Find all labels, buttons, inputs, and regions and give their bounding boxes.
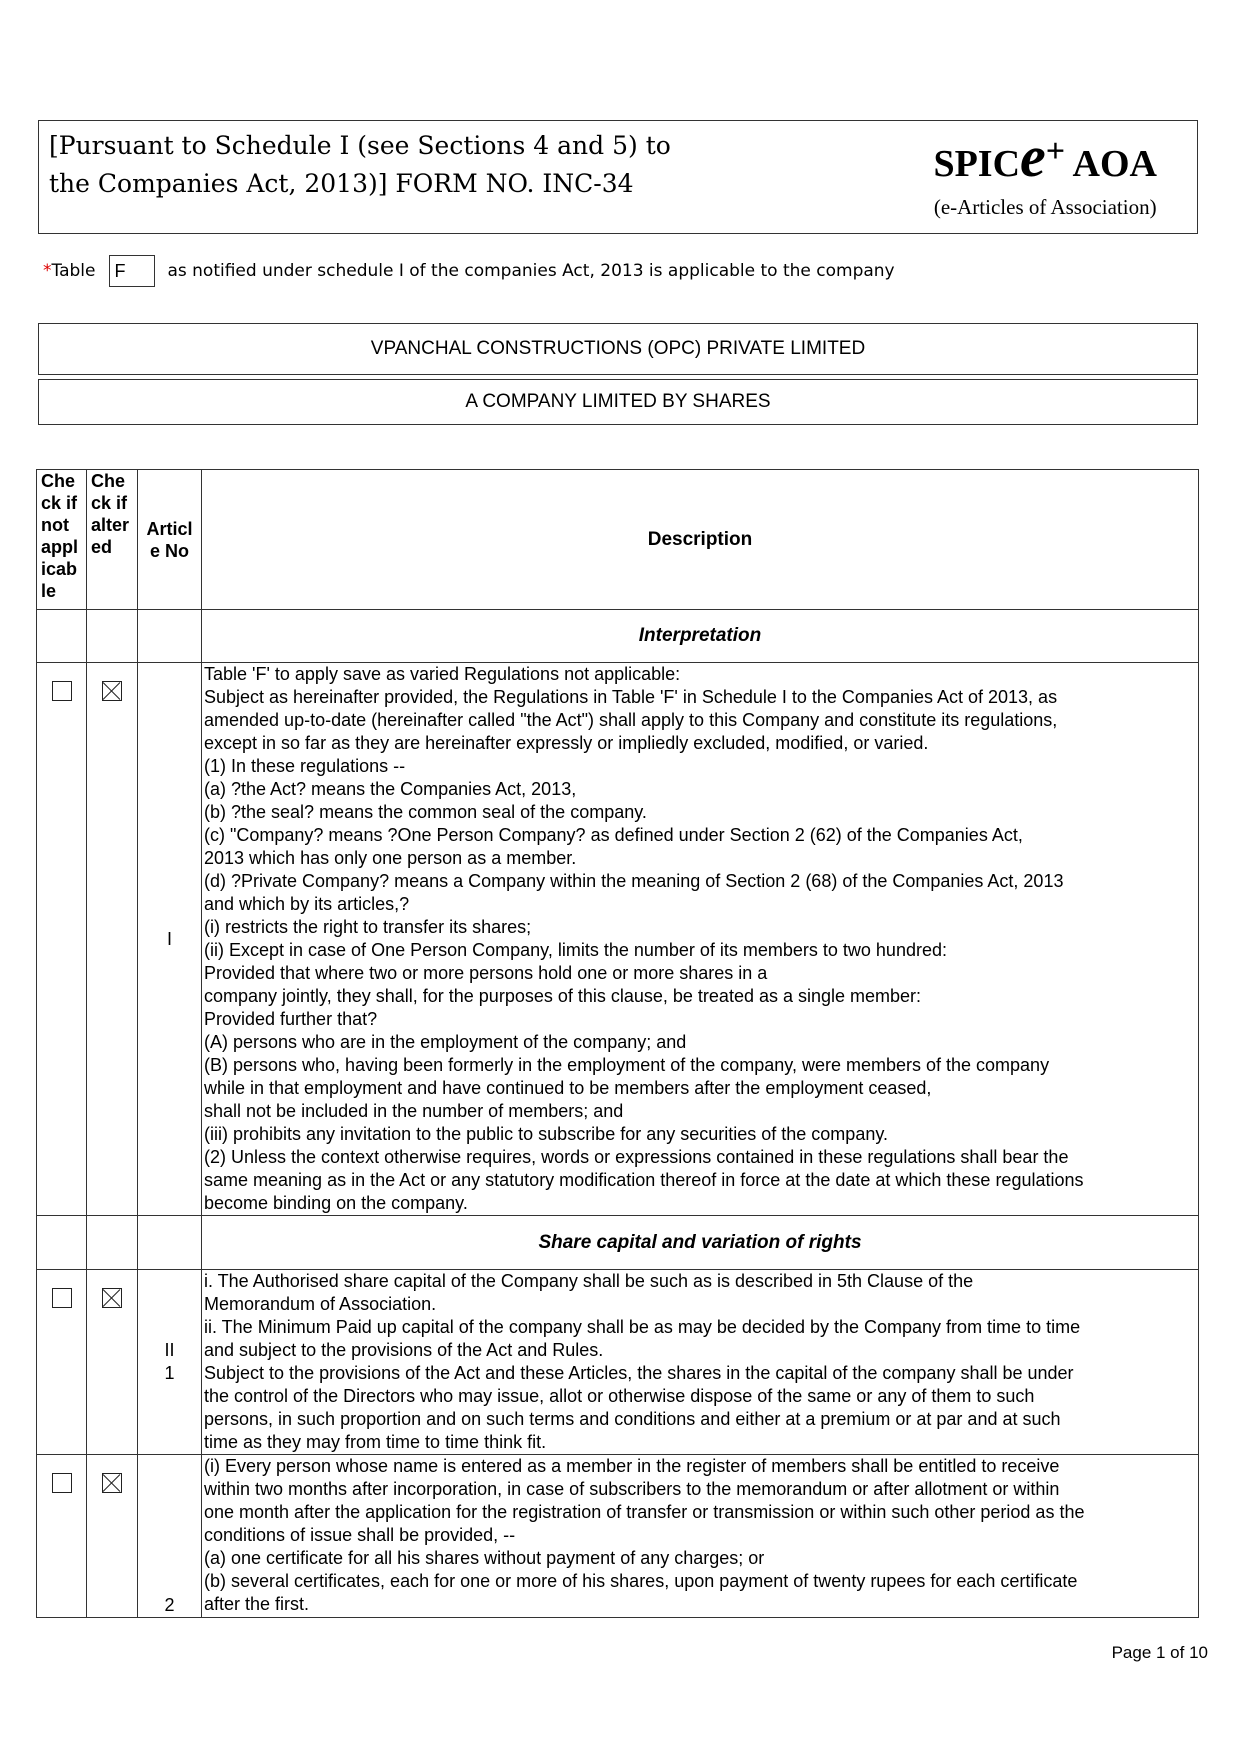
required-marker: * <box>43 261 52 281</box>
section-title: Interpretation <box>202 610 1199 663</box>
table-applicability-text: as notified under schedule I of the companies Act, 2013 is applicable to the company <box>167 261 895 281</box>
section-row <box>37 610 1199 663</box>
spice-subtitle: (e-Articles of Association) <box>933 195 1157 219</box>
table-header-row <box>37 470 1199 610</box>
col-altered: Che ck if alter ed <box>87 470 138 610</box>
altered-checkbox[interactable] <box>102 1473 122 1493</box>
altered-checkbox[interactable] <box>102 1288 122 1308</box>
form-reference <box>49 127 671 203</box>
article-description: Table 'F' to apply save as varied Regulations not applicable: Subject as hereinafter provided, the Regulations in Table 'F' in Schedule I to the Companies Act of 2013, as amended up-to-date (hereinafter called "the Act") shall apply to this Company and constitute its regulations, except in so far as they are hereinafter expressly or impliedly excluded, modified, or varied. (1) In these regulations -- (a) ?the Act? means the Companies Act, 2013, (b) ?the seal? means the common seal of the company. (c) "Company? means ?One Person Company? as defined under Section 2 (62) of the Companies Act, 2013 which has only one person as a member. (d) ?Private Company? means a Company within the meaning of Section 2 (68) of the Companies Act, 2013 and which by its articles,? (i) restricts the right to transfer its shares; (ii) Except in case of One Person Company, limits the number of its members to two hundred: Provided that where two or more persons hold one or more shares in a company jointly, they shall, for the purposes of this clause, be treated as a single member: Provided further that? (A) persons who are in the employment of the company; and (B) persons who, having been formerly in the employment of the company, were members of the company while in that employment and have continued to be members after the employment ceased, shall not be included in the number of members; and (iii) prohibits any invitation to the public to subscribe for any securities of the company. (2) Unless the context otherwise requires, words or expressions contained in these regulations shall bear the same meaning as in the Act or any statutory modification thereof in force at the date at which these regulations become binding on the company. <box>202 663 1199 1216</box>
form-reference-line-1: [Pursuant to Schedule I (see Sections 4 and 5) to <box>49 131 671 160</box>
col-article-no: Articl e No <box>138 470 202 610</box>
article-number: 2 <box>138 1455 202 1618</box>
table-row <box>37 1270 1199 1455</box>
table-row <box>37 663 1199 1216</box>
form-reference-line-2: the Companies Act, 2013)] FORM NO. INC-34 <box>49 169 634 198</box>
table-label: Table <box>51 261 96 281</box>
company-type: A COMPANY LIMITED BY SHARES <box>38 379 1198 425</box>
applicable-table-line <box>43 255 895 287</box>
altered-checkbox[interactable] <box>102 681 122 701</box>
page-number: Page 1 of 10 <box>1111 1643 1208 1662</box>
col-description: Description <box>202 470 1199 610</box>
company-name: VPANCHAL CONSTRUCTIONS (OPC) PRIVATE LIMITED <box>38 323 1198 375</box>
form-header <box>38 120 1198 234</box>
article-number: II 1 <box>138 1270 202 1455</box>
not-applicable-checkbox[interactable] <box>52 1473 72 1493</box>
articles-table <box>36 469 1199 1618</box>
not-applicable-checkbox[interactable] <box>52 1288 72 1308</box>
article-description: i. The Authorised share capital of the Company shall be such as is described in 5th Clause of the Memorandum of Association. ii. The Minimum Paid up capital of the company shall be as may be decided by the Company from time to time and subject to the provisions of the Act and Rules. Subject to the provisions of the Act and these Articles, the shares in the capital of the company shall be under the control of the Directors who may issue, allot or otherwise dispose of the same or any of them to such persons, in such proportion and on such terms and conditions and either at a premium or at par and at such time as they may from time to time think fit. <box>202 1270 1199 1455</box>
col-not-applicable: Che ck if not appl icab le <box>37 470 87 610</box>
spice-logo: SPICe+ AOA <box>933 124 1157 189</box>
spice-aoa-title <box>933 125 1157 220</box>
table-row <box>37 1455 1199 1618</box>
section-row <box>37 1216 1199 1270</box>
section-title: Share capital and variation of rights <box>202 1216 1199 1270</box>
article-description: (i) Every person whose name is entered as a member in the register of members shall be entitled to receive within two months after incorporation, in case of subscribers to the memorandum or after allotment or within one month after the application for the registration of transfer or transmission or within such other period as the conditions of issue shall be provided, -- (a) one certificate for all his shares without payment of any charges; or (b) several certificates, each for one or more of his shares, upon payment of twenty rupees for each certificate after the first. <box>202 1455 1199 1618</box>
article-number: I <box>138 663 202 1216</box>
not-applicable-checkbox[interactable] <box>52 681 72 701</box>
table-letter-field[interactable]: F <box>109 255 155 287</box>
